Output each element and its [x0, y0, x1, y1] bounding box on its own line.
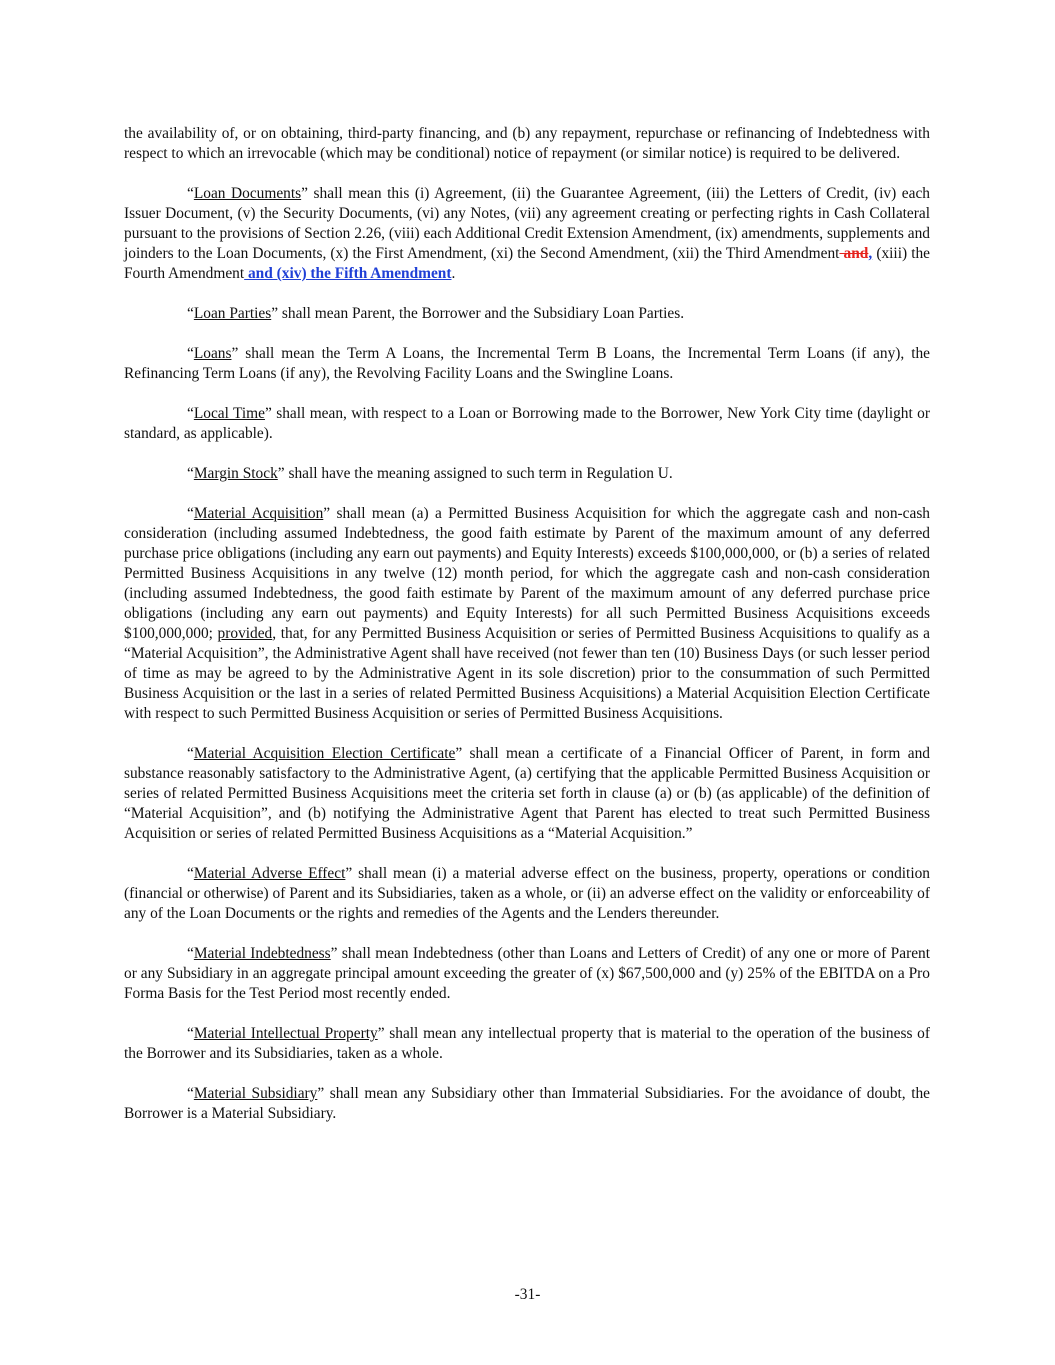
defined-term: Material Subsidiary — [193, 1085, 318, 1102]
definition-text-2: , that, for any Permitted Business Acquisition or series of Permitted Business Acquisitions to qualify as a “Material Acquisition”, the Administrative Agent shall have received (not fewer than ten (10) Business Days (or such lesser period of time as may be agreed to by the Administrative Agent in its sole discretion) prior to the consummation of such Permitted Business Acquisition or the last in a series of related Permitted Business Acquisitions) a Material Acquisition Election Certificate with respect to such Permitted Business Acquisition or series of Permitted Business Acquisitions. — [124, 625, 930, 722]
definition-text-2: (xiii) the Fourth Amendment — [124, 245, 930, 282]
defined-term: Material Acquisition — [193, 505, 324, 522]
document-page — [124, 124, 930, 1144]
definition-material-intellectual-property: “Material Intellectual Property” shall mean any intellectual property that is material to the operation of the business of the Borrower and its Subsidiaries, taken as a whole. — [124, 1025, 930, 1062]
defined-term: Material Acquisition Election Certificate — [193, 745, 456, 762]
continuation-paragraph — [124, 124, 930, 164]
definition-text: shall mean Parent, the Borrower and the Subsidiary Loan Parties. — [278, 305, 685, 322]
page-number: -31- — [514, 1286, 541, 1303]
definition-margin-stock: “Margin Stock” shall have the meaning assigned to such term in Regulation U. — [187, 465, 673, 482]
definition-text: shall mean a certificate of a Financial Officer of Parent, in form and substance reasonably satisfactory to the Administrative Agent, (a) certifying that the applicable Permitted Business Acquisition or series of related Permitted Business Acquisitions meet the criteria set forth in clause (a) or (b) (as applicable) of the definition of “Material Acquisition”, and (b) notifying the Administrative Agent that Parent has elected to treat such Permitted Business Acquisition or series of related Permitted Business Acquisitions as a “Material Acquisition.” — [124, 745, 930, 842]
definition-text: shall mean Indebtedness (other than Loans and Letters of Credit) of any one or more of Parent or any Subsidiary in an aggregate principal amount exceeding the greater of (x) $67,500,000 and (y) 25% of the EBITDA on a Pro Forma Basis for the Test Period most recently ended. — [124, 945, 930, 1002]
defined-term: Local Time — [193, 405, 265, 422]
definition-material-subsidiary: “Material Subsidiary” shall mean any Subsidiary other than Immaterial Subsidiaries. For the avoidance of doubt, the Borrower is a Material Subsidiary. — [124, 1085, 930, 1122]
defined-term: Loans — [193, 345, 232, 362]
defined-term: Material Indebtedness — [193, 945, 331, 962]
definition-material-indebtedness: “Material Indebtedness” shall mean Indebtedness (other than Loans and Letters of Credit) of any one or more of Parent or any Subsidiary in an aggregate principal amount exceeding the greater of (x) $67,500,000 and (y) 25% of the EBITDA on a Pro Forma Basis for the Test Period most recently ended. — [124, 945, 930, 1002]
defined-term: Loan Parties — [193, 305, 272, 322]
definition-text: shall mean the Term A Loans, the Incremental Term B Loans, the Incremental Term Loans (if any), the Refinancing Term Loans (if any), the Revolving Facility Loans and the Swingline Loans. — [124, 345, 930, 382]
inserted-comma: , — [868, 245, 873, 262]
deleted-text: and — [839, 245, 869, 262]
continuation-text: the availability of, or on obtaining, third-party financing, and (b) any repayment, repurchase or refinancing of Indebtedness with respect to which an irrevocable (which may be conditional) notice of repayment (or similar notice) is required to be delivered. — [124, 125, 930, 162]
definition-loan-documents: “Loan Documents” shall mean this (i) Agreement, (ii) the Guarantee Agreement, (iii) the Letters of Credit, (iv) each Issuer Document, (v) the Security Documents, (vi) any Notes, (vii) any agreement creating or perfecting rights in Cash Collateral pursuant to the provisions of Section 2.26, (viii) each Additional Credit Extension Amendment, (ix) amendments, supplements and joinders to the Loan Documents, (x) the First Amendment, (xi) the Second Amendment, (xii) the Third Amendment and, (xiii) the Fourth Amendment and (xiv) the Fifth Amendment. — [124, 185, 930, 282]
definition-text: shall mean any intellectual property that is material to the operation of the business of the Borrower and its Subsidiaries, taken as a whole. — [124, 1025, 930, 1062]
defined-term: Material Intellectual Property — [193, 1025, 378, 1042]
definition-text: shall mean any Subsidiary other than Immaterial Subsidiaries. For the avoidance of doubt, the Borrower is a Material Subsidiary. — [124, 1085, 930, 1122]
definition-local-time: “Local Time” shall mean, with respect to a Loan or Borrowing made to the Borrower, New York City time (daylight or standard, as applicable). — [124, 405, 931, 442]
definition-text: shall have the meaning assigned to such term in Regulation U. — [284, 465, 673, 482]
proviso-term: provided — [217, 625, 273, 642]
definition-text: shall mean (a) a Permitted Business Acquisition for which the aggregate cash and non-cash consideration (including assumed Indebtedness, the good faith estimate by Parent of the maximum amount of any deferred purchase price obligations (including any earn out payments) and Equity Interests) exceeds $100,000,000, or (b) a series of related Permitted Business Acquisitions in any twelve (12) month period, for which the aggregate cash and non-cash consideration (including assumed Indebtedness, the good faith estimate by Parent of the maximum amount of any deferred purchase price obligations (including any earn out payments) and Equity Interests) for all such Permitted Business Acquisitions exceeds $100,000,000; — [124, 505, 930, 642]
definition-text: shall mean this (i) Agreement, (ii) the Guarantee Agreement, (iii) the Letters of Credit, (iv) each Issuer Document, (v) the Security Documents, (vi) any Notes, (vii) any agreement creating or perfecting rights in Cash Collateral pursuant to the provisions of Section 2.26, (viii) each Additional Credit Extension Amendment, (ix) amendments, supplements and joinders to the Loan Documents, (x) the First Amendment, (xi) the Second Amendment, (xii) the Third Amendment — [124, 185, 930, 262]
definition-loan-parties: “Loan Parties” shall mean Parent, the Borrower and the Subsidiary Loan Parties. — [187, 305, 685, 322]
defined-term: Loan Documents — [193, 185, 302, 202]
inserted-text: and (xiv) the Fifth Amendment — [244, 265, 452, 282]
defined-term: Margin Stock — [193, 465, 278, 482]
definition-material-acquisition: “Material Acquisition” shall mean (a) a Permitted Business Acquisition for which the aggregate cash and non-cash consideration (including assumed Indebtedness, the good faith estimate by Parent of the maximum amount of any deferred purchase price obligations (including any earn out payments) and Equity Interests) exceeds $100,000,000, or (b) a series of related Permitted Business Acquisitions in any twelve (12) month period, for which the aggregate cash and non-cash consideration (including assumed Indebtedness, the good faith estimate by Parent of the maximum amount of any deferred purchase price obligations (including any earn out payments) and Equity Interests) for all such Permitted Business Acquisitions exceeds $100,000,000; provided, that, for any Permitted Business Acquisition or series of Permitted Business Acquisitions to qualify as a “Material Acquisition”, the Administrative Agent shall have received (not fewer than ten (10) Business Days (or such lesser period of time as may be agreed to by the Administrative Agent in its sole discretion) prior to the consummation of such Permitted Business Acquisition or the last in a series of related Permitted Business Acquisitions) a Material Acquisition Election Certificate with respect to such Permitted Business Acquisition or series of Permitted Business Acquisitions. — [124, 505, 930, 722]
definition-material-acquisition-election-certificate: “Material Acquisition Election Certificate” shall mean a certificate of a Financial Officer of Parent, in form and substance reasonably satisfactory to the Administrative Agent, (a) certifying that the applicable Permitted Business Acquisition or series of related Permitted Business Acquisitions meet the criteria set forth in clause (a) or (b) (as applicable) of the definition of “Material Acquisition”, and (b) notifying the Administrative Agent that Parent has elected to treat such Permitted Business Acquisition or series of related Permitted Business Acquisitions as a “Material Acquisition.” — [124, 745, 930, 842]
definition-loans: “Loans” shall mean the Term A Loans, the Incremental Term B Loans, the Incremental Term Loans (if any), the Refinancing Term Loans (if any), the Revolving Facility Loans and the Swingline Loans. — [124, 345, 930, 382]
definition-text: shall mean (i) a material adverse effect on the business, property, operations or condition (financial or otherwise) of Parent and its Subsidiaries, taken as a whole, or (ii) an adverse effect on the validity or enforceability of any of the Loan Documents or the rights and remedies of the Agents and the Lenders thereunder. — [124, 865, 930, 922]
definition-material-adverse-effect: “Material Adverse Effect” shall mean (i) a material adverse effect on the business, property, operations or condition (financial or otherwise) of Parent and its Subsidiaries, taken as a whole, or (ii) an adverse effect on the validity or enforceability of any of the Loan Documents or the rights and remedies of the Agents and the Lenders thereunder. — [124, 865, 930, 922]
defined-term: Material Adverse Effect — [193, 865, 346, 882]
definition-text: shall mean, with respect to a Loan or Borrowing made to the Borrower, New York City time (daylight or standard, as applicable). — [124, 405, 931, 442]
